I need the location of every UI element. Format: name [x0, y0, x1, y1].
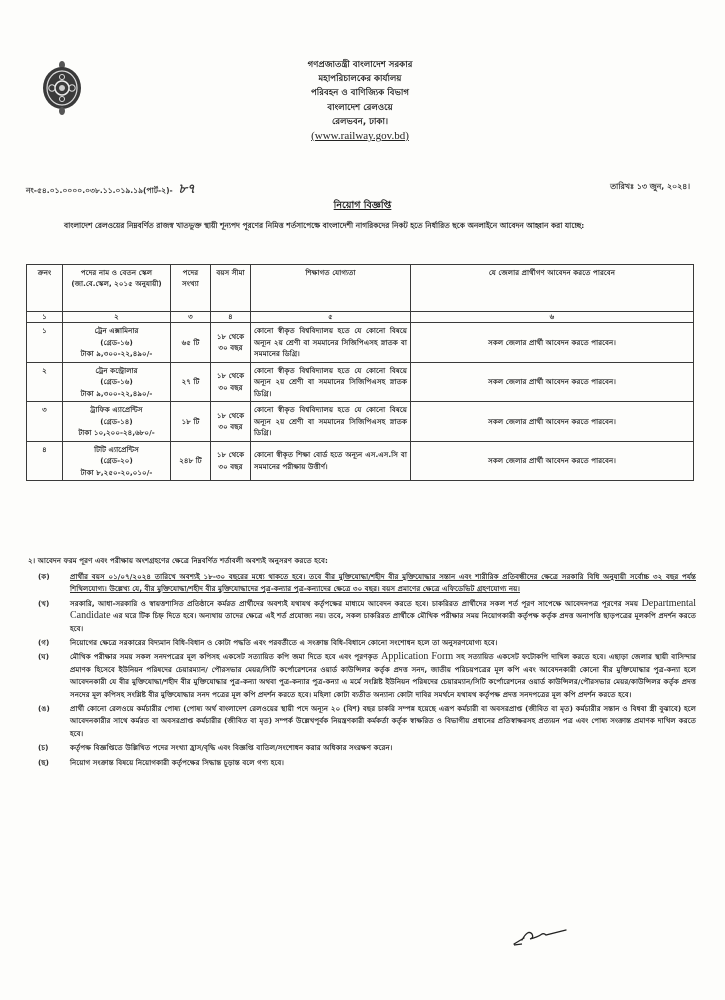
post-pay: টাকা ১০,২০০-২৪,৬৮০/-	[78, 428, 155, 437]
education-cell: কোনো স্বীকৃত বিশ্ববিদ্যালয় হতে যে কোনো বিষয়ে অন্যূন ২য় শ্রেণী বা সমমানের সিজিপিএসহ স্নাতক ডিগ্রি।	[251, 362, 411, 402]
condition-mark: (ঘ)	[38, 652, 50, 662]
notice-title: নিয়োগ বিজ্ঞপ্তি	[333, 200, 392, 211]
header-district: যে জেলার প্রার্থীগণ আবেদন করতে পারবেন	[411, 265, 694, 312]
condition-item	[28, 703, 696, 740]
letterhead-line: পরিবহন ও বাণিজ্যিক বিভাগ	[310, 88, 410, 99]
count-cell: ২৭ টি	[171, 362, 211, 402]
header-count: পদের সংখ্যা	[171, 265, 211, 312]
header-education: শিক্ষাগত যোগ্যতা	[251, 265, 411, 312]
condition-text: নিয়োগ সংক্রান্ত বিষয়ে নিয়োগকারী কর্তৃপক্ষের সিদ্ধান্ত চূড়ান্ত বলে গণ্য হবে।	[70, 757, 284, 767]
condition-item	[28, 598, 696, 635]
condition-text: প্রার্থী কোনো রেলওয়ে কর্মচারীর পোষ্য (পোষ্য অর্থ বাংলাদেশ রেলওয়ের স্থায়ী পদে অন্যূন ২০ (বিশ) বছর চাকরি সম্পন্ন হয়েছে এরূপ কর্মচারী বা অবসরপ্রাপ্ত (জীবিত বা মৃত) কর্মচারীর সন্তান ও বিধবা স্ত্রী বুঝাবে) হলে আবেদনকারীর সাথে কর্মরত বা অবসরপ্রাপ্ত কর্মচারীর (জীবিত বা মৃত) সম্পর্ক উল্লেখপূর্বক নিয়ন্ত্রণকারী কর্মকর্তা কর্তৃক স্বাক্ষরিত ও বিভাগীয় প্রধানের প্রতিস্বাক্ষরসহ প্রত্যয়ন পত্র এবং পোষ্য সংক্রান্ত প্রমাণক দাখিল করতে হবে।	[70, 704, 696, 738]
column-number: ১	[27, 312, 63, 323]
condition-mark: (ছ)	[38, 757, 49, 767]
condition-mark: (চ)	[38, 743, 49, 753]
table-row	[27, 441, 694, 481]
post-grade: (গ্রেড-১৪)	[100, 416, 133, 426]
count-cell: ৬৫ টি	[171, 323, 211, 363]
memo-handwritten-number: ৮৭	[178, 182, 196, 197]
intro-paragraph: বাংলাদেশ রেলওয়ের নিম্নবর্ণিত রাজস্ব খাতভুক্ত স্থায়ী শূন্যপদ পূরণের নিমিত্ত শর্তসাপেক্ষে বাংলাদেশী নাগরিকদের নিকট হতে নির্ধারিত ছকে অনলাইনে আবেদন আহ্বান করা যাচ্ছে:	[64, 221, 585, 230]
bangladesh-railway-emblem-icon	[40, 60, 84, 116]
post-cell	[63, 323, 171, 363]
letterhead	[180, 58, 540, 143]
column-number: ২	[63, 312, 171, 323]
post-cell	[63, 362, 171, 402]
count-cell: ২৪৮ টি	[171, 441, 211, 481]
age-cell: ১৮ থেকে ৩০ বছর	[211, 323, 251, 363]
count-cell: ১৮ টি	[171, 402, 211, 442]
district-cell: সকল জেলার প্রার্থী আবেদন করতে পারবেন।	[411, 402, 694, 442]
post-grade: (গ্রেড-২০)	[100, 456, 133, 465]
letterhead-line: রেলভবন, ঢাকা।	[331, 116, 389, 127]
post-name: ট্রেন কন্ট্রোলার	[95, 365, 138, 375]
post-name: ট্রেন এক্সামিনার	[94, 326, 139, 335]
memo-number	[26, 180, 195, 201]
column-number: ৪	[211, 312, 251, 323]
conditions-section	[28, 556, 696, 771]
education-cell: কোনো স্বীকৃত বিশ্ববিদ্যালয় হতে যে কোনো বিষয়ে অন্যূন ২য় শ্রেণী বা সমমানের সিজিপিএসহ স্নাতক ডিগ্রি।	[251, 402, 411, 442]
condition-text-part: মৌখিক পরীক্ষার সময় সকল সনদপত্রের মূল কপিসহ একসেট সত্যায়িত কপি জমা দিতে হবে এবং পূরণকৃত	[70, 652, 379, 662]
condition-text	[70, 598, 696, 635]
post-cell	[63, 402, 171, 442]
district-cell: সকল জেলার প্রার্থী আবেদন করতে পারবেন।	[411, 323, 694, 363]
serial-cell: ২	[27, 362, 63, 402]
post-pay: টাকা ৯,৩০০-২২,৪৯০/-	[80, 349, 153, 358]
website-link[interactable]: (www.railway.gov.bd)	[311, 130, 409, 143]
condition-mark: (গ)	[38, 638, 50, 648]
table-header-row	[27, 265, 694, 312]
conditions-heading: ২। আবেদন ফরম পূরণ এবং পরীক্ষায় অংশগ্রহণের ক্ষেত্রে নিম্নবর্ণিত শর্তাবলী অবশ্যই অনুসরণ করতে হবে:	[28, 556, 328, 565]
column-number: ৫	[251, 312, 411, 323]
condition-mark: (খ)	[38, 598, 50, 608]
condition-text-part: সরকারি, আধা-সরকারি ও স্বায়ত্তশাসিত প্রতিষ্ঠানে কর্মরত প্রার্থীদের অবশ্যই যথাযথ কর্তৃপক্ষের মাধ্যমে আবেদন করতে হবে। চাকরিরত প্রার্থীদের সকল শর্ত পূরণ সাপেক্ষে আবেদনপত্র পূরণের সময়	[70, 598, 639, 608]
post-name: টিটি এ্যাপ্রেন্টিস	[94, 444, 139, 454]
education-cell: কোনো স্বীকৃত শিক্ষা বোর্ড হতে অন্যূন এস.এস.সি বা সমমানের পরীক্ষায় উত্তীর্ণ।	[251, 441, 411, 481]
post-cell	[63, 441, 171, 481]
application-form-term: Application Form	[381, 651, 454, 663]
table-row	[27, 362, 694, 402]
age-cell: ১৮ থেকে ৩০ বছর	[211, 362, 251, 402]
condition-text	[70, 651, 696, 701]
condition-item	[28, 571, 696, 596]
post-pay: টাকা ৮,২৫০-২০,০১০/-	[80, 467, 153, 477]
header-age: বয়স সীমা	[211, 265, 251, 312]
departmental-candidate-term: Departmental Candidate	[70, 597, 696, 622]
letterhead-line: মহাপরিচালকের কার্যালয়	[318, 74, 402, 85]
condition-text: নিয়োগের ক্ষেত্রে সরকারের বিদ্যমান বিধি-বিধান ও কোটা পদ্ধতি এবং পরবর্তীতে এ সংক্রান্ত বিধি-বিধানে কোনো সংশোধন হলে তা অনুসরণযোগ্য হবে।	[70, 638, 498, 648]
condition-text-part: এর ঘরে টিক চিহ্ন দিতে হবে। অন্যথায় তাদের ক্ষেত্রে এই শর্ত প্রযোজ্য নয়। তবে, সকল চাকরিরত প্রার্থীকে মৌখিক পরীক্ষার সময় নিয়োগকারী কর্তৃপক্ষ কর্তৃক প্রদত্ত অনাপত্তি ছাড়পত্রের মূলকপি প্রদর্শন করতে হবে।	[70, 611, 696, 633]
column-number: ৩	[171, 312, 211, 323]
post-grade: (গ্রেড-১৬)	[100, 337, 133, 347]
condition-text: প্রার্থীর বয়স ০১/০৭/২০২৪ তারিখে অবশ্যই ১৮-৩০ বছরের মধ্যে থাকতে হবে। তবে বীর মুক্তিযোদ্ধা/শহীদ বীর মুক্তিযোদ্ধার সন্তান এবং শারীরিক প্রতিবন্ধীদের ক্ষেত্রে সরকারি বিধি অনুযায়ী সর্বোচ্চ ৩২ বছর পর্যন্ত শিথিলযোগ্য। উল্লেখ্য যে, বীর মুক্তিযোদ্ধা/শহীদ বীর মুক্তিযোদ্ধাদের পুত্র-কন্যার পুত্র-কন্যাদের ক্ষেত্রে ৩০ বছর। বয়স প্রমাণের ক্ষেত্রে এফিডেভিট গ্রহণযোগ্য নয়।	[70, 572, 696, 594]
table-row	[27, 323, 694, 363]
district-cell: সকল জেলার প্রার্থী আবেদন করতে পারবেন।	[411, 362, 694, 402]
condition-mark: (ক)	[38, 572, 50, 581]
post-pay: টাকা ৯,৩০০-২২,৪৯০/-	[80, 388, 153, 398]
education-cell: কোনো স্বীকৃত বিশ্ববিদ্যালয় হতে যে কোনো বিষয়ে অন্যূন ২য় শ্রেণী বা সমমানের সিজিপিএসহ স্নাতক বা সমমানের ডিগ্রি।	[251, 323, 411, 363]
column-number: ৬	[411, 312, 694, 323]
condition-item	[28, 757, 696, 769]
district-cell: সকল জেলার প্রার্থী আবেদন করতে পারবেন।	[411, 441, 694, 481]
age-cell: ১৮ থেকে ৩০ বছর	[211, 441, 251, 481]
condition-item	[28, 637, 696, 649]
memo-number-text: নং-৫৪.০১.০০০০.০৩৮.১১.০১৯.১৯(পার্ট-২)-	[26, 186, 173, 195]
header-post: পদের নাম ও বেতন স্কেল (জা.বে.স্কেল, ২০১৫ অনুযায়ী)	[63, 265, 171, 312]
column-number-row	[27, 312, 694, 323]
signature-icon	[510, 925, 570, 947]
age-cell: ১৮ থেকে ৩০ বছর	[211, 402, 251, 442]
condition-item	[28, 742, 696, 754]
serial-cell: ৪	[27, 441, 63, 481]
condition-mark: (ঙ)	[38, 704, 50, 714]
post-name: ট্রাফিক এ্যাপ্রেন্টিস	[90, 405, 143, 414]
letterhead-line: বাংলাদেশ রেলওয়ে	[327, 102, 393, 113]
condition-text-part: সহ সত্যায়িত একসেট ফটোকপি দাখিল করতে হবে। এছাড়া জেলার স্থায়ী বাসিন্দার প্রমাণক হিসেবে ইউনিয়ন পরিষদের চেয়ারম্যান/ পৌরসভার মেয়র/সিটি কর্পোরেশনের ওয়ার্ড কাউন্সিলর কর্তৃক প্রদত্ত সনদ, জাতীয় পরিচয়পত্রের মূল কপি এবং আবেদনকারী কোনো বীর মুক্তিযোদ্ধার পুত্র-কন্যা হলে আবেদনকারী যে বীর মুক্তিযোদ্ধা/শহীদ বীর মুক্তিযোদ্ধার পুত্র-কন্যা অথবা পুত্র-কন্যার পুত্র-কন্যা এ মর্মে সংশ্লিষ্ট ইউনিয়ন পরিষদের চেয়ারম্যান/সিটি কর্পোরেশনের ওয়ার্ড কাউন্সিলর/পৌরসভার মেয়র/কাউন্সিলর কর্তৃক প্রদত্ত সনদের মূল কপিসহ সংশ্লিষ্ট বীর মুক্তিযোদ্ধার সনদ পত্রের মূল কপি প্রদর্শন করতে হবে। মহিলা কোটা ব্যতীত অন্যান্য কোটা দাবির সমর্থনে যথাযথ কর্তৃপক্ষ প্রদত্ত সনদপত্রের মূল কপি প্রদর্শন করতে হবে।	[70, 652, 696, 699]
notice-date: তারিখঃ ১৩ জুন, ২০২৪।	[610, 182, 690, 191]
table-row	[27, 402, 694, 442]
post-grade: (গ্রেড-১৬)	[100, 377, 133, 386]
serial-cell: ১	[27, 323, 63, 363]
header-serial: ক্রনং	[27, 265, 63, 312]
letterhead-line: গণপ্রজাতন্ত্রী বাংলাদেশ সরকার	[307, 60, 413, 70]
condition-text: কর্তৃপক্ষ বিজ্ঞপ্তিতে উল্লিখিত পদের সংখ্যা হ্রাস/বৃদ্ধি এবং বিজ্ঞপ্তি বাতিল/সংশোধন করার অধিকার সংরক্ষণ করেন।	[70, 743, 393, 753]
vacancy-table	[26, 264, 694, 481]
condition-item	[28, 651, 696, 701]
serial-cell: ৩	[27, 402, 63, 442]
